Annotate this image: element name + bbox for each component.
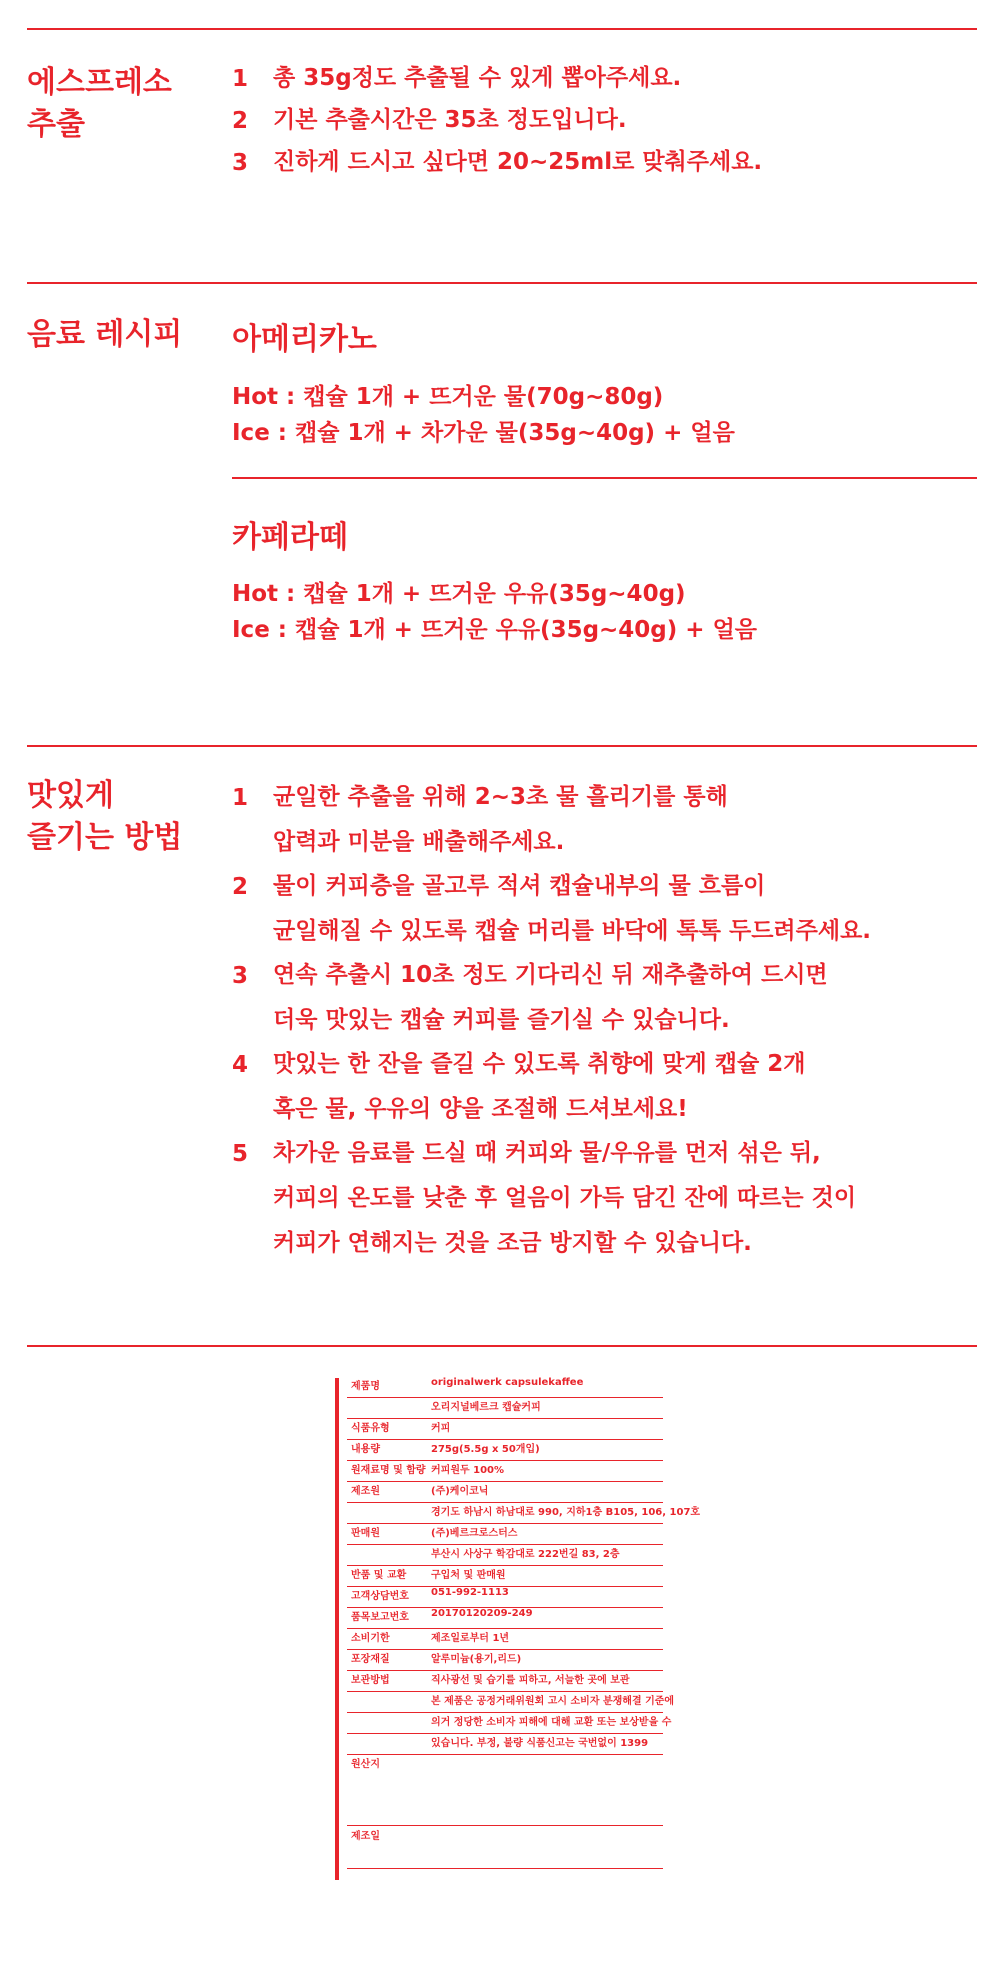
tip-line: 균일한 추출을 위해 2~3초 물 흘리기를 통해 [273, 784, 728, 810]
info-row-label: 반품 및 교환 [351, 1570, 407, 1581]
info-row-label: 판매원 [351, 1528, 380, 1539]
info-row-value: 커피 [431, 1423, 451, 1434]
info-row-label: 보관방법 [351, 1675, 390, 1686]
info-row-divider [347, 1825, 663, 1826]
info-row-value: 구입처 및 판매원 [431, 1570, 506, 1581]
tip-number: 4 [232, 1052, 249, 1078]
tip-text [273, 775, 728, 865]
info-row-label: 소비기한 [351, 1633, 390, 1644]
americano-ice-recipe: Ice : 캡슐 1개 + 차가운 물(35g~40g) + 얼음 [232, 420, 735, 446]
tips-title-line1: 맛있게 [27, 778, 114, 813]
latte-title: 카페라떼 [232, 520, 348, 555]
info-row-divider [347, 1418, 663, 1419]
tips-divider [27, 1345, 977, 1347]
info-row-label: 포장재질 [351, 1654, 390, 1665]
info-row-divider [347, 1868, 663, 1869]
tip-text [273, 1131, 856, 1266]
tip-number: 3 [232, 963, 249, 989]
espresso-section-title [27, 62, 172, 146]
espresso-title-line2: 추출 [27, 107, 85, 142]
info-row-label: 식품유형 [351, 1423, 390, 1434]
tip-text [273, 1042, 805, 1132]
info-row-value: 제조일로부터 1년 [431, 1633, 510, 1644]
info-row-label: 원재료명 및 함량 [351, 1465, 426, 1476]
tip-text [273, 864, 871, 954]
info-row-value: 본 제품은 공정거래위원회 고시 소비자 분쟁해결 기준에 [431, 1696, 675, 1707]
info-row-value: 직사광선 및 습기를 피하고, 서늘한 곳에 보관 [431, 1675, 630, 1686]
latte-hot-recipe: Hot : 캡슐 1개 + 뜨거운 우유(35g~40g) [232, 581, 686, 607]
recipe-divider [232, 477, 977, 479]
espresso-item-number: 2 [232, 108, 249, 134]
info-row-label: 고객상담번호 [351, 1591, 409, 1602]
recipe-section-title: 음료 레시피 [27, 317, 183, 352]
tip-number: 2 [232, 874, 249, 900]
espresso-item-text: 기본 추출시간은 35초 정도입니다. [273, 107, 627, 133]
info-row-value: 275g(5.5g x 50개입) [431, 1444, 540, 1455]
espresso-item-text: 총 35g정도 추출될 수 있게 뽑아주세요. [273, 65, 682, 91]
tip-line: 맛있는 한 잔을 즐길 수 있도록 취향에 맞게 캡슐 2개 [273, 1051, 806, 1077]
tip-line: 연속 추출시 10초 정도 기다리신 뒤 재추출하여 드시면 [273, 962, 828, 988]
tip-line: 차가운 음료를 드실 때 커피와 물/우유를 먼저 섞은 뒤, [273, 1140, 821, 1166]
tip-line: 압력과 미분을 배출해주세요. [273, 829, 565, 855]
tip-text [273, 953, 828, 1043]
info-table-bar [335, 1378, 339, 1880]
tip-line: 물이 커피층을 골고루 적셔 캡슐내부의 물 흐름이 [273, 873, 766, 899]
info-row-divider [347, 1754, 663, 1755]
info-row-divider [347, 1481, 663, 1482]
espresso-item-number: 3 [232, 150, 249, 176]
americano-title: 아메리카노 [232, 322, 377, 357]
latte-ice-recipe: Ice : 캡슐 1개 + 뜨거운 우유(35g~40g) + 얼음 [232, 617, 758, 643]
info-row-value: 경기도 하남시 하남대로 990, 지하1층 B105, 106, 107호 [431, 1507, 701, 1518]
info-row-value: 알루미늄(용기,리드) [431, 1654, 522, 1665]
info-row-value: 오리지널베르크 캡슐커피 [431, 1402, 541, 1413]
tip-line: 커피가 연해지는 것을 조금 방지할 수 있습니다. [273, 1230, 752, 1256]
tip-line: 균일해질 수 있도록 캡슐 머리를 바닥에 톡톡 두드려주세요. [273, 918, 872, 944]
info-row-label: 제조일 [351, 1831, 380, 1842]
tip-line: 커피의 온도를 낮춘 후 얼음이 가득 담긴 잔에 따르는 것이 [273, 1185, 857, 1211]
espresso-divider [27, 282, 977, 284]
americano-hot-recipe: Hot : 캡슐 1개 + 뜨거운 물(70g~80g) [232, 384, 664, 410]
info-row-value: 의거 정당한 소비자 피해에 대해 교환 또는 보상받을 수 [431, 1717, 672, 1728]
info-row-value: 20170120209-249 [431, 1608, 533, 1619]
top-divider [27, 28, 977, 30]
info-row-label: 내용량 [351, 1444, 380, 1455]
tips-section-title [27, 775, 182, 859]
info-row-label: 제조원 [351, 1486, 380, 1497]
tip-number: 1 [232, 785, 249, 811]
tip-line: 혹은 물, 우유의 양을 조절해 드셔보세요! [273, 1096, 688, 1122]
info-row-label: 품목보고번호 [351, 1612, 409, 1623]
espresso-item-number: 1 [232, 66, 249, 92]
info-row-value: 커피원두 100% [431, 1465, 505, 1476]
info-row-value: (주)케이코닉 [431, 1486, 489, 1497]
tips-title-line2: 즐기는 방법 [27, 820, 183, 855]
info-row-value: 051-992-1113 [431, 1587, 509, 1598]
info-row-value: 있습니다. 부정, 불량 식품신고는 국번없이 1399 [431, 1738, 649, 1749]
espresso-title-line1: 에스프레소 [27, 65, 172, 100]
tip-line: 더욱 맛있는 캡슐 커피를 즐기실 수 있습니다. [273, 1007, 730, 1033]
info-row-value: 부산시 사상구 학감대로 222번길 83, 2층 [431, 1549, 620, 1560]
info-row-value: originalwerk capsulekaffee [431, 1377, 584, 1388]
recipe-section-divider [27, 745, 977, 747]
info-row-label: 제품명 [351, 1381, 380, 1392]
info-row-value: (주)베르크로스터스 [431, 1528, 518, 1539]
info-row-label: 원산지 [351, 1759, 380, 1770]
tip-number: 5 [232, 1141, 249, 1167]
espresso-item-text: 진하게 드시고 싶다면 20~25ml로 맞춰주세요. [273, 149, 763, 175]
